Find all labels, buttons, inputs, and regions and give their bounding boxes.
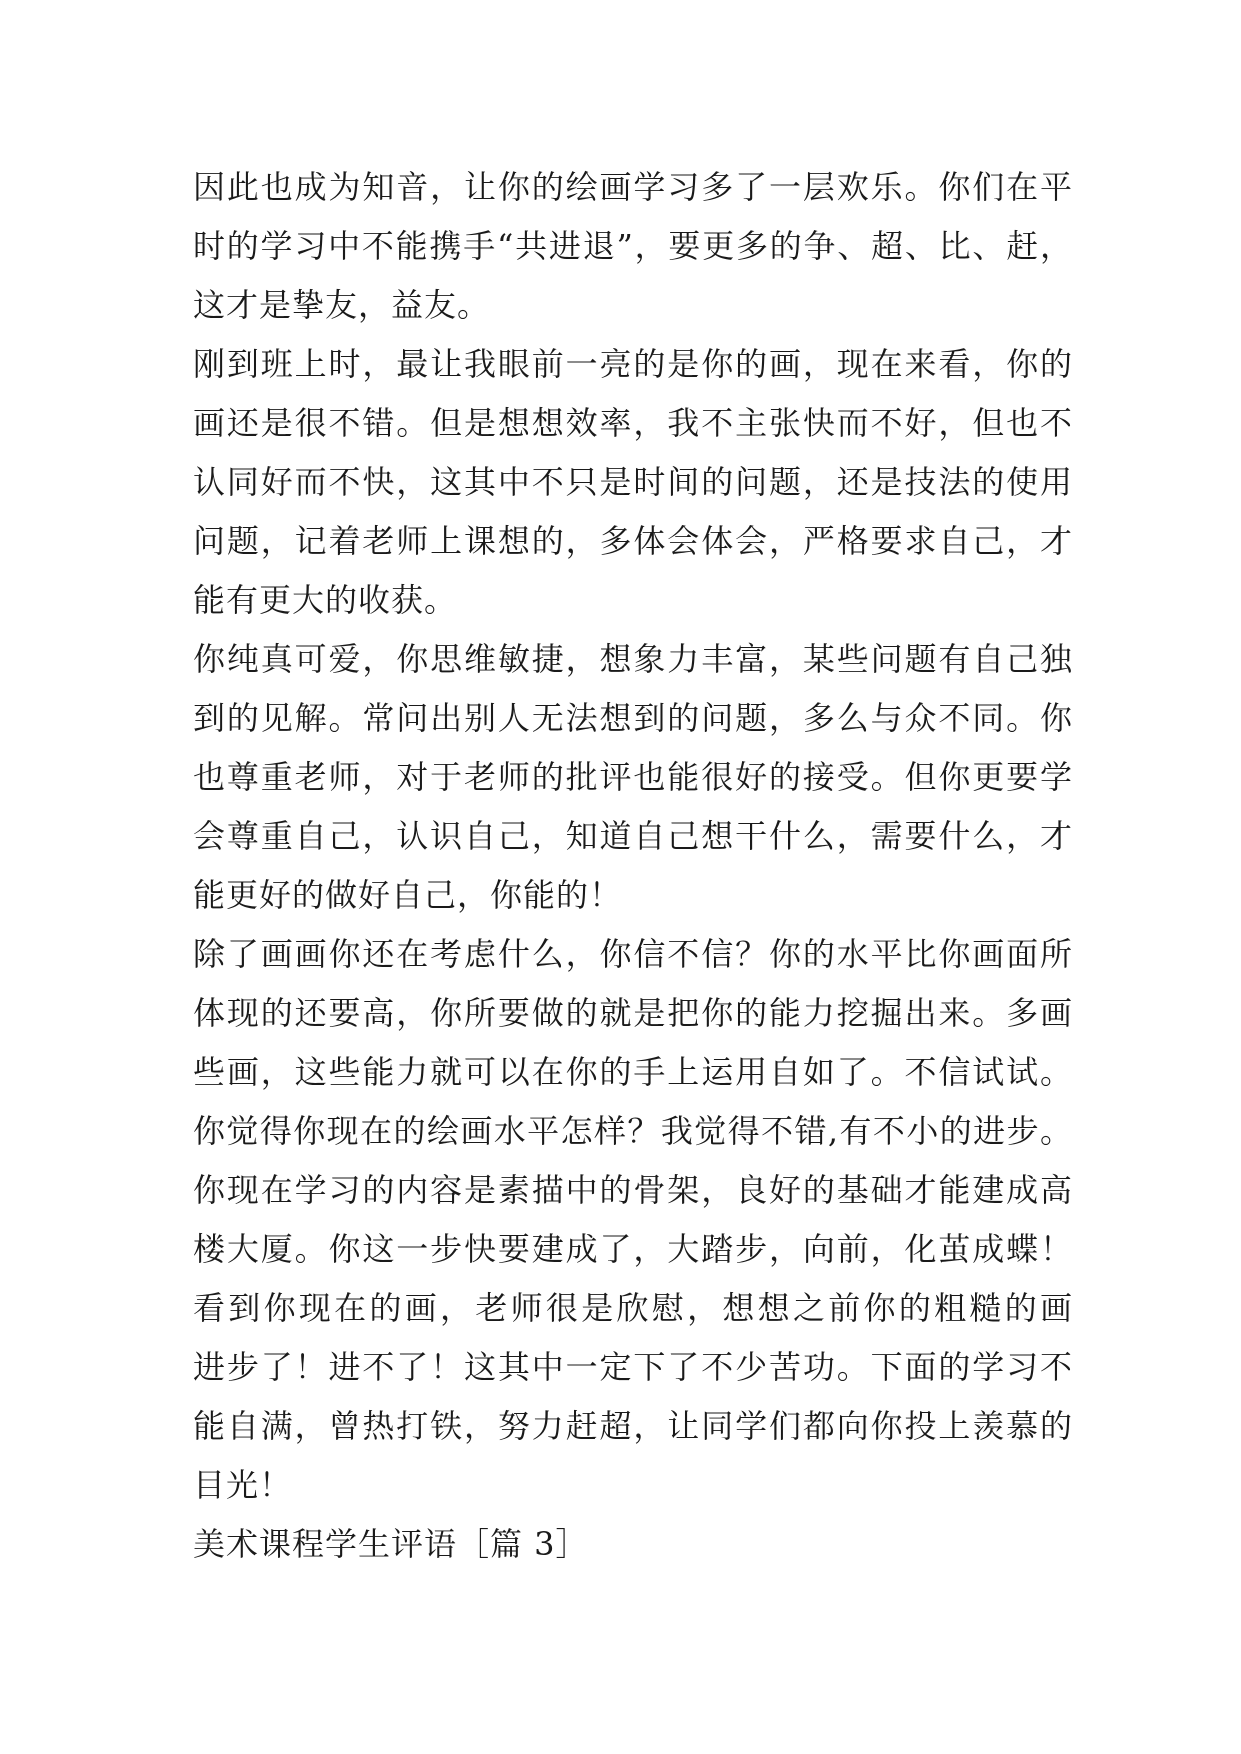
text-line: 到的见解。常问出别人无法想到的问题，多么与众不同。你: [193, 699, 1073, 737]
paragraph-sketch-foundation: [193, 1102, 1073, 1279]
section-heading: 美术课程学生评语［篇 3］: [193, 1525, 589, 1563]
text-line: 你现在学习的内容是素描中的骨架，良好的基础才能建成高: [193, 1171, 1073, 1209]
text-line: 楼大厦。你这一步快要建成了，大踏步，向前，化茧成蝶！: [193, 1230, 1073, 1268]
text-line: 你纯真可爱，你思维敏捷，想象力丰富，某些问题有自己独: [193, 640, 1073, 678]
text-line: 能自满，曾热打铁，努力赶超，让同学们都向你投上羡慕的: [193, 1407, 1073, 1445]
text-line: 认同好而不快，这其中不只是时间的问题，还是技法的使用: [193, 463, 1073, 501]
text-line: 能更好的做好自己，你能的！: [193, 876, 623, 914]
text-line: 会尊重自己，认识自己，知道自己想干什么，需要什么，才: [193, 817, 1073, 855]
text-line: 除了画画你还在考虑什么，你信不信？你的水平比你画面所: [193, 935, 1073, 973]
text-line: 些画，这些能力就可以在你的手上运用自如了。不信试试。: [193, 1053, 1073, 1091]
text-line: 问题，记着老师上课想的，多体会体会，严格要求自己，才: [193, 522, 1073, 560]
text-line: 体现的还要高，你所要做的就是把你的能力挖掘出来。多画: [193, 994, 1073, 1032]
text-line: 时的学习中不能携手“共进退”，要更多的争、超、比、赶，: [193, 227, 1073, 265]
document-body: [193, 158, 1073, 1574]
paragraph-respect-yourself: [193, 630, 1073, 925]
text-line: 进步了！进不了！这其中一定下了不少苦功。下面的学习不: [193, 1348, 1073, 1386]
paragraph-efficiency: [193, 335, 1073, 630]
text-line: 能有更大的收获。: [193, 581, 458, 619]
text-line: 也尊重老师，对于老师的批评也能很好的接受。但你更要学: [193, 758, 1073, 796]
text-line: 你觉得你现在的绘画水平怎样？我觉得不错,有不小的进步。: [193, 1112, 1073, 1150]
text-line: 刚到班上时，最让我眼前一亮的是你的画，现在来看，你的: [193, 345, 1073, 383]
text-line: 目光！: [193, 1466, 293, 1504]
text-line: 这才是挚友，益友。: [193, 286, 491, 324]
text-line: 画还是很不错。但是想想效率，我不主张快而不好，但也不: [193, 404, 1073, 442]
text-line: 因此也成为知音，让你的绘画学习多了一层欢乐。你们在平: [193, 168, 1073, 206]
paragraph-classmate-friendship: [193, 158, 1073, 335]
paragraph-progress: [193, 1279, 1073, 1515]
text-line: 看到你现在的画，老师很是欣慰，想想之前你的粗糙的画: [193, 1289, 1073, 1327]
paragraph-hidden-ability: [193, 925, 1073, 1102]
